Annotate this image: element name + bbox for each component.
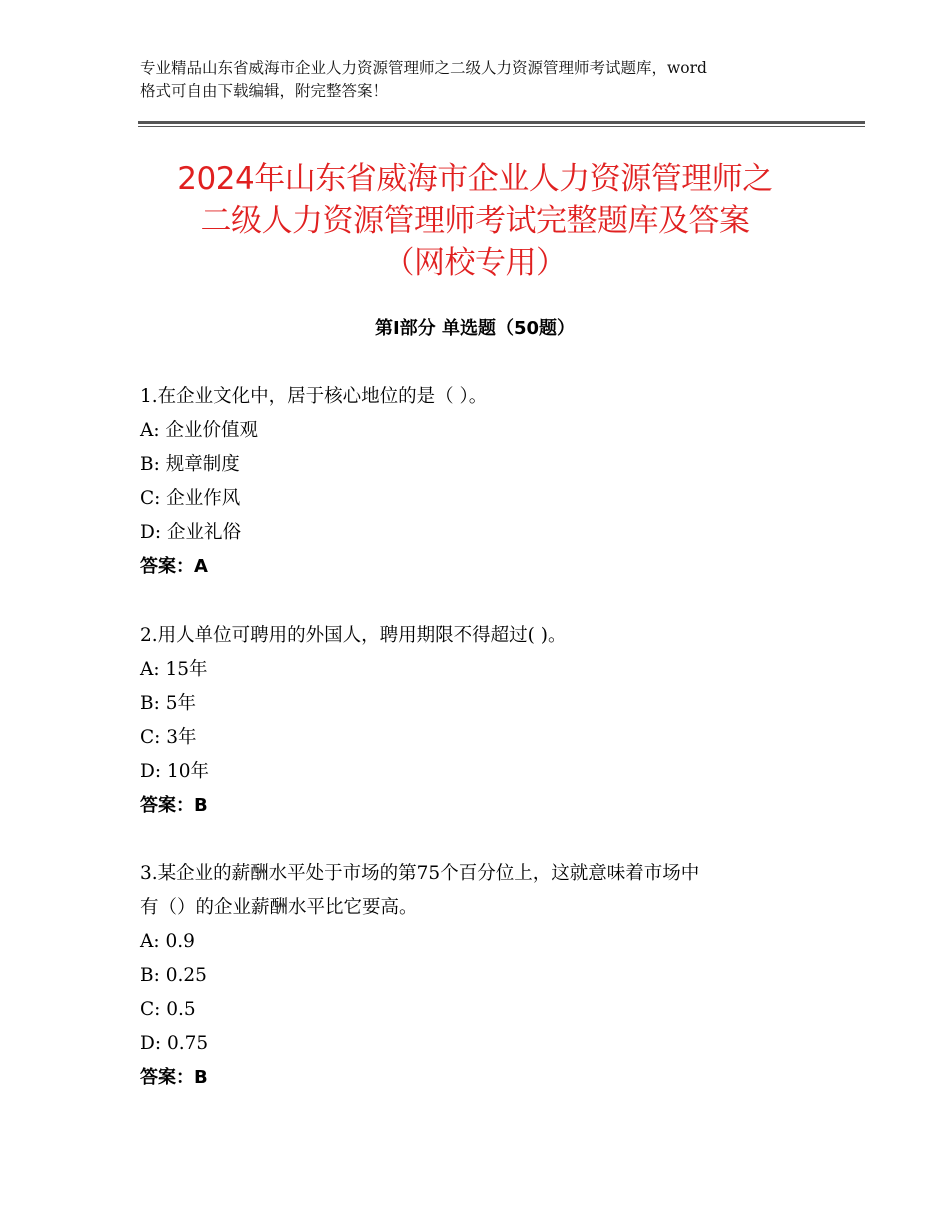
option-a: A: 15年 xyxy=(140,659,208,680)
answer: 答案：A xyxy=(140,556,208,577)
header-rule-thin xyxy=(138,126,865,127)
question-2 xyxy=(140,619,840,823)
answer: 答案：B xyxy=(140,1067,208,1088)
header-rule-thick xyxy=(138,121,865,124)
title-line-1: 2024年山东省威海市企业人力资源管理师之 xyxy=(177,161,773,197)
title-line-3: （网校专用） xyxy=(383,245,567,281)
option-c: C: 3年 xyxy=(140,727,197,748)
option-a: A: 企业价值观 xyxy=(140,420,258,441)
document-title xyxy=(100,158,850,284)
option-b: B: 规章制度 xyxy=(140,454,240,475)
question-stem-line-2: 有（）的企业薪酬水平比它要高。 xyxy=(140,897,418,918)
option-d: D: 企业礼俗 xyxy=(140,522,241,543)
section-heading: 第Ⅰ部分 单选题（50题） xyxy=(374,318,575,339)
header-line-1: 专业精品山东省威海市企业人力资源管理师之二级人力资源管理师考试题库，word xyxy=(140,59,707,77)
option-a: A: 0.9 xyxy=(140,931,195,952)
option-d: D: 10年 xyxy=(140,761,209,782)
document-header xyxy=(140,57,820,103)
option-c: C: 企业作风 xyxy=(140,488,241,509)
question-stem: 2.用人单位可聘用的外国人，聘用期限不得超过( )。 xyxy=(140,625,567,646)
answer: 答案：B xyxy=(140,795,208,816)
option-b: B: 0.25 xyxy=(140,965,207,986)
question-3 xyxy=(140,857,840,1095)
question-stem: 1.在企业文化中，居于核心地位的是（ ）。 xyxy=(140,386,488,407)
title-line-2: 二级人力资源管理师考试完整题库及答案 xyxy=(200,203,750,239)
question-1 xyxy=(140,380,840,584)
option-b: B: 5年 xyxy=(140,693,196,714)
option-d: D: 0.75 xyxy=(140,1033,209,1054)
header-line-2: 格式可自由下载编辑，附完整答案！ xyxy=(140,82,389,100)
question-stem-line-1: 3.某企业的薪酬水平处于市场的第75个百分位上，这就意味着市场中 xyxy=(140,863,700,884)
option-c: C: 0.5 xyxy=(140,999,196,1020)
